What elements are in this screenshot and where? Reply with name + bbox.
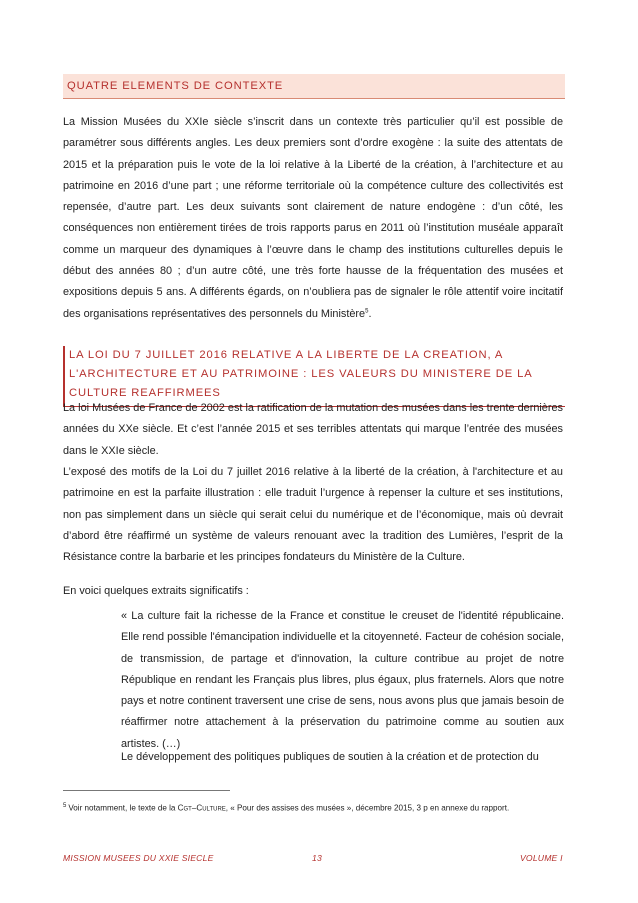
- footnote-divider: [63, 790, 230, 791]
- footnote-org-b: Culture: [196, 803, 226, 813]
- footnote: [63, 800, 573, 815]
- law-paragraph-1: La loi Musées de France de 2002 est la ratification de la mutation des musées dans les trente dernières années du XXe siècle. Et c’est l’année 2015 et ses terribles attentats qui marque l’entrée des musées dans le XXIe siècle.: [63, 402, 563, 457]
- section-heading-text: QUATRE ELEMENTS DE CONTEXTE: [67, 79, 284, 92]
- footnote-reference[interactable]: 5: [365, 308, 369, 315]
- paragraph-text: La Mission Musées du XXIe siècle s’inscrit dans un contexte très particulier qu’il est possible de paramétrer sous différents angles. Les deux premiers sont d’ordre exogène : la suite des attentats de 2015 et la préparation puis le vote de la loi relative à la Liberté de la création, à l’architecture et au patrimoine en 2016 d’une part ; une réforme territoriale où la compétence culture des collectivités est repensée, d’autre part. Les deux suivants sont clairement de nature endogène : d’un côté, les conséquences non entièrement tirées de trois rapports parus en 2011 où l’institution muséale apparaît comme un marqueur des dynamiques à l’œuvre dans le champ des institutions culturelles depuis le début des années 80 ; d’un autre côté, une très forte hausse de la fréquentation des musées et expositions depuis 5 ans. A différents égards, on n’oubliera pas de signaler le rôle attentif voire incitatif des organisations représentatives des personnels du Ministère: [63, 116, 563, 320]
- page-number: 13: [312, 853, 322, 863]
- paragraph-end: .: [368, 307, 372, 320]
- footer-volume: VOLUME I: [520, 853, 563, 863]
- law-quote: « La culture fait la richesse de la France et constitue le creuset de l'identité républicaine. Elle rend possible l'émancipation individuelle et la citoyenneté. Facteur de cohésion sociale, de transmission, de partage et d'innovation, la culture contribue au projet de notre République en rendant les Français plus libres, plus égaux, plus fraternels. Alors que notre pays et notre continent traversent une crise de sens, nous avons plus que jamais besoin de réaffirmer notre attachement à la préservation du patrimoine comme au soutien aux artistes. (…): [121, 610, 564, 750]
- footer-title: MISSION MUSEES DU XXIE SIECLE: [63, 853, 214, 863]
- context-paragraph: [63, 112, 563, 325]
- law-paragraph-2: L’exposé des motifs de la Loi du 7 juillet 2016 relative à la liberté de la création, à l'architecture et au patrimoine en est la parfaite illustration : elle traduit l’urgence à repenser la culture et ses institutions, non pas simplement dans un siècle qui serait celui du numérique et de l’économique, mais où devrait d’abord être réaffirmé un système de valeurs renouant avec la tradition des Lumières, l’esprit de la Résistance contre la barbarie et les principes fondateurs du Ministère de la Culture.: [63, 466, 563, 564]
- footnote-text-before: Voir notamment, le texte de la: [68, 803, 178, 813]
- law-paragraph-3: En voici quelques extraits significatifs :: [63, 585, 249, 597]
- footnote-number: 5: [63, 803, 67, 809]
- section-heading-text: LA LOI DU 7 JUILLET 2016 RELATIVE A LA LIBERTE DE LA CREATION, A L'ARCHITECTURE ET AU PATRIMOINE : LES VALEURS DU MINISTERE DE LA CULTURE REAFFIRMEES: [69, 349, 532, 399]
- footnote-dash: –: [191, 803, 197, 813]
- law-quote-continued: Le développement des politiques publiques de soutien à la création et de protection du: [121, 751, 539, 763]
- footnote-text-after: , « Pour des assises des musées », décembre 2015, 3 p en annexe du rapport.: [225, 803, 510, 813]
- footnote-org-a: Cgt: [177, 803, 192, 813]
- section-heading-context: [63, 74, 565, 99]
